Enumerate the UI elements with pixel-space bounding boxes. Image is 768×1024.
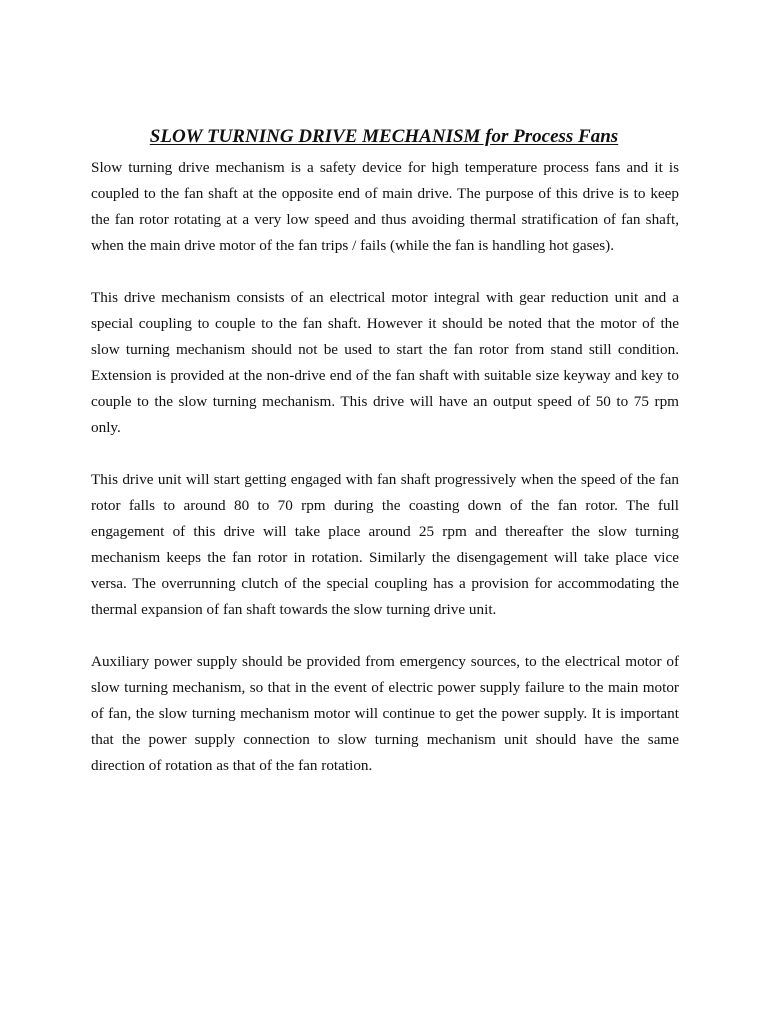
paragraph-1: Slow turning drive mechanism is a safety device for high temperature process fans and it is coupled to the fan shaft at the opposite end of main drive. The purpose of this drive is to keep the fan rotor rotating at a very low speed and thus avoiding thermal stratification of fan shaft, when the main drive motor of the fan trips / fails (while the fan is handling hot gases). bbox=[91, 159, 679, 254]
paragraph-2: This drive mechanism consists of an electrical motor integral with gear reduction unit and a special coupling to couple to the fan shaft. However it should be noted that the motor of the slow turning mechanism should not be used to start the fan rotor from stand still condition. Extension is provided at the non-drive end of the fan shaft with suitable size keyway and key to couple to the slow turning mechanism. This drive will have an output speed of 50 to 75 rpm only. bbox=[91, 289, 679, 436]
paragraph-4: Auxiliary power supply should be provided from emergency sources, to the electrical motor of slow turning mechanism, so that in the event of electric power supply failure to the main motor of fan, the slow turning mechanism motor will continue to get the power supply. It is important that the power supply connection to slow turning mechanism unit should have the same direction of rotation as that of the fan rotation. bbox=[91, 653, 679, 774]
document-body bbox=[91, 155, 679, 805]
paragraph-3: This drive unit will start getting engaged with fan shaft progressively when the speed of the fan rotor falls to around 80 to 70 rpm during the coasting down of the fan rotor. The full engagement of this drive will take place around 25 rpm and thereafter the slow turning mechanism keeps the fan rotor in rotation. Similarly the disengagement will take place vice versa. The overrunning clutch of the special coupling has a provision for accommodating the thermal expansion of fan shaft towards the slow turning drive unit. bbox=[91, 471, 679, 618]
document-title: SLOW TURNING DRIVE MECHANISM for Process Fans bbox=[149, 126, 619, 147]
